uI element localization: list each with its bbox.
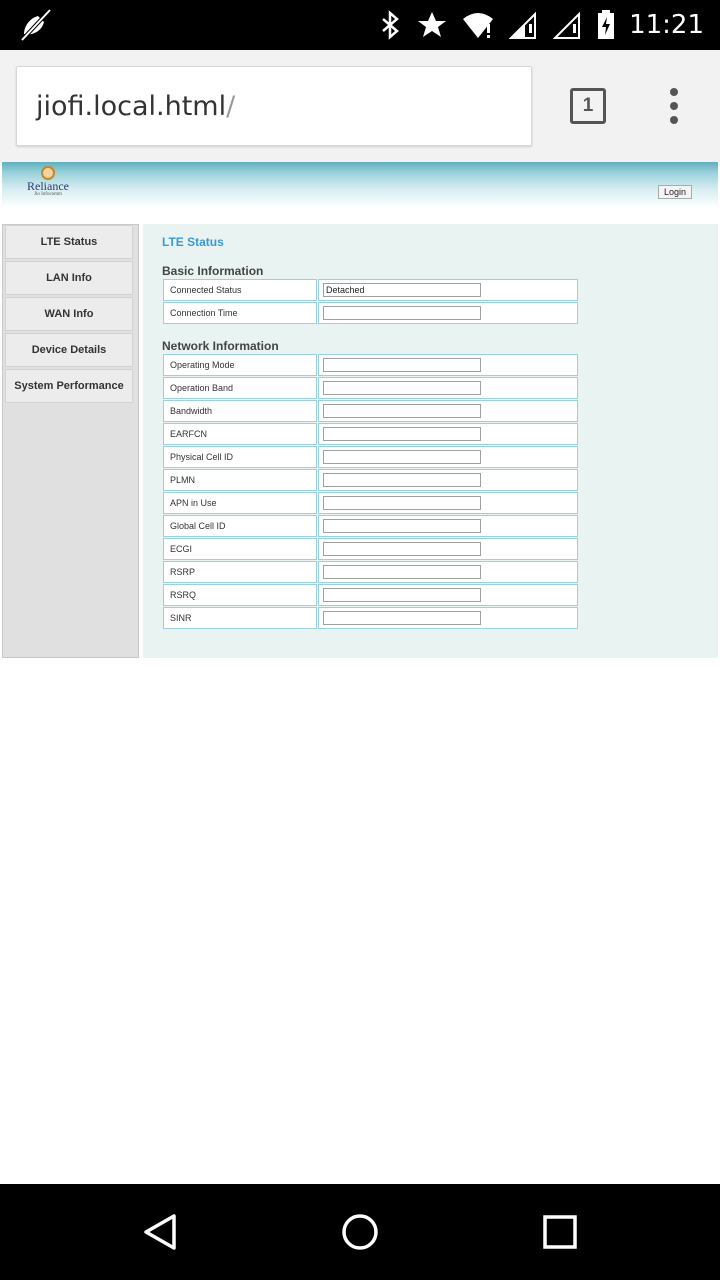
- row-label: Operating Mode: [163, 354, 317, 376]
- row-label: RSRQ: [163, 584, 317, 606]
- row-label: Connection Time: [163, 302, 317, 324]
- main-content: [143, 224, 718, 658]
- connected-status-field[interactable]: [323, 283, 481, 297]
- sidebar: [2, 224, 139, 658]
- table-row: [163, 423, 578, 445]
- section-title-network: Network Information: [162, 339, 279, 353]
- table-row: [163, 446, 578, 468]
- overflow-menu-icon[interactable]: [664, 88, 684, 124]
- section-title-basic: Basic Information: [162, 264, 264, 278]
- status-bar: [0, 0, 720, 50]
- login-button[interactable]: Login: [658, 185, 692, 199]
- apn-in-use-field[interactable]: [323, 496, 481, 510]
- wifi-icon: [461, 10, 495, 40]
- row-label: EARFCN: [163, 423, 317, 445]
- rsrq-field[interactable]: [323, 588, 481, 602]
- browser-toolbar: [0, 50, 720, 162]
- status-clock: 11:21: [629, 10, 704, 40]
- navigation-bar: [0, 1184, 720, 1280]
- table-row: [163, 302, 578, 324]
- global-cell-id-field[interactable]: [323, 519, 481, 533]
- sidebar-item-system-performance[interactable]: System Performance: [5, 369, 133, 403]
- earfcn-field[interactable]: [323, 427, 481, 441]
- battery-charging-icon: [597, 10, 615, 40]
- table-row: [163, 492, 578, 514]
- row-label: PLMN: [163, 469, 317, 491]
- bandwidth-field[interactable]: [323, 404, 481, 418]
- physical-cell-id-field[interactable]: [323, 450, 481, 464]
- table-row: [163, 354, 578, 376]
- sinr-field[interactable]: [323, 611, 481, 625]
- tab-switcher-button[interactable]: [570, 88, 606, 124]
- tab-count-label: 1: [582, 95, 594, 116]
- row-label: Global Cell ID: [163, 515, 317, 537]
- row-label: Physical Cell ID: [163, 446, 317, 468]
- table-row: [163, 607, 578, 629]
- row-label: Bandwidth: [163, 400, 317, 422]
- row-label: RSRP: [163, 561, 317, 583]
- logo-mark-icon: [41, 166, 55, 180]
- reliance-logo: Reliance Jio Infocomm: [18, 166, 78, 202]
- cell-signal-icon: [509, 10, 539, 40]
- connection-time-field[interactable]: [323, 306, 481, 320]
- cell-signal-icon: [553, 10, 583, 40]
- row-label: Operation Band: [163, 377, 317, 399]
- table-row: [163, 584, 578, 606]
- ecgi-field[interactable]: [323, 542, 481, 556]
- site-header: [2, 162, 718, 208]
- table-row: [163, 400, 578, 422]
- url-suffix: /: [226, 90, 236, 122]
- web-page: [0, 162, 720, 1184]
- rsrp-field[interactable]: [323, 565, 481, 579]
- row-label: Connected Status: [163, 279, 317, 301]
- sidebar-item-lte-status[interactable]: LTE Status: [5, 225, 133, 259]
- url-bar[interactable]: [16, 66, 532, 146]
- sidebar-item-wan-info[interactable]: WAN Info: [5, 297, 133, 331]
- home-icon[interactable]: [340, 1212, 380, 1252]
- row-label: SINR: [163, 607, 317, 629]
- table-row: [163, 469, 578, 491]
- table-row: [163, 377, 578, 399]
- page-title: LTE Status: [162, 235, 224, 249]
- table-row: [163, 538, 578, 560]
- row-label: APN in Use: [163, 492, 317, 514]
- sidebar-item-device-details[interactable]: Device Details: [5, 333, 133, 367]
- notification-off-icon: [18, 8, 54, 42]
- operating-mode-field[interactable]: [323, 358, 481, 372]
- table-row: [163, 561, 578, 583]
- recents-icon[interactable]: [540, 1212, 580, 1252]
- table-row: [163, 279, 578, 301]
- back-icon[interactable]: [140, 1212, 180, 1252]
- sidebar-item-lan-info[interactable]: LAN Info: [5, 261, 133, 295]
- star-icon: [417, 10, 447, 40]
- row-label: ECGI: [163, 538, 317, 560]
- url-text: jiofi.local.html: [36, 90, 227, 122]
- operation-band-field[interactable]: [323, 381, 481, 395]
- plmn-field[interactable]: [323, 473, 481, 487]
- bluetooth-icon: [377, 10, 403, 40]
- table-row: [163, 515, 578, 537]
